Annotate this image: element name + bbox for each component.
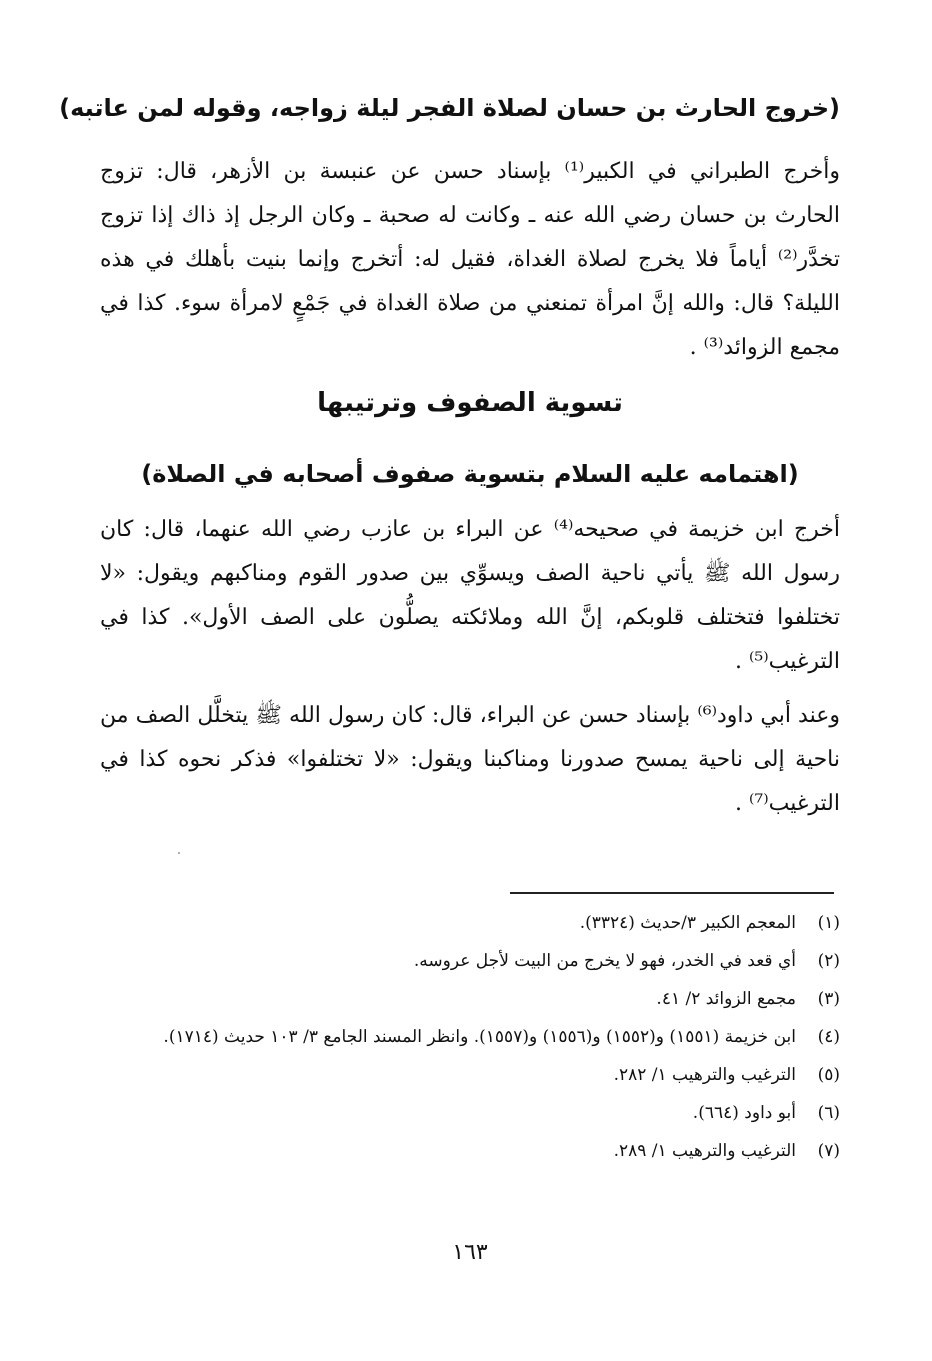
paragraph-abu-dawud: وعند أبي داود⁽⁶⁾ بإسناد حسن عن البراء، قال: كان رسول الله ﷺ يتخلَّل الصف من ناحية إلى ناحية يمسح صدورنا ومناكبنا ويقول: «لا تختلفوا» فذكر نحوه كذا في الترغيب⁽⁷⁾ . xyxy=(100,703,840,816)
footnote-number: (٢) xyxy=(817,951,840,971)
footnote-separator xyxy=(510,892,834,894)
page-number: ١٦٣ xyxy=(452,1240,488,1265)
footnote-number: (٦) xyxy=(817,1103,840,1123)
footnote-number: (٥) xyxy=(817,1065,840,1085)
footnote-item xyxy=(100,1136,840,1166)
section-heading-rows: (اهتمامه عليه السلام بتسوية صفوف أصحابه في الصلاة) xyxy=(141,460,799,488)
footnote-text: ابن خزيمة (١٥٥١) و(١٥٥٢) و(١٥٥٦) و(١٥٥٧). وانظر المسند الجامع ٣/ ١٠٣ حديث (١٧١٤). xyxy=(163,1027,796,1047)
footnote-item xyxy=(100,946,840,976)
footnote-text: المعجم الكبير ٣/حديث (٣٣٢٤). xyxy=(579,913,796,933)
footnote-number: (١) xyxy=(817,913,840,933)
footnote-number: (٤) xyxy=(817,1027,840,1047)
footnote-text: مجمع الزوائد ٢/ ٤١. xyxy=(656,989,796,1009)
footnote-text: الترغيب والترهيب ١/ ٢٨٩. xyxy=(613,1141,796,1161)
footnote-item xyxy=(100,984,840,1014)
footnote-text: أي قعد في الخدر، فهو لا يخرج من البيت لأجل عروسه. xyxy=(413,951,796,971)
footnote-item xyxy=(100,908,840,938)
footnote-item xyxy=(100,1098,840,1128)
footnote-number: (٣) xyxy=(817,989,840,1009)
scan-speck xyxy=(178,852,180,854)
footnote-item xyxy=(100,1060,840,1090)
section-heading-al-harith: (خروج الحارث بن حسان لصلاة الفجر ليلة زواجه، وقوله لمن عاتبه) xyxy=(59,94,840,122)
paragraph-ibn-khuzaymah: أخرج ابن خزيمة في صحيحه⁽⁴⁾ عن البراء بن عازب رضي الله عنهما، قال: كان رسول الله ﷺ يأتي ناحية الصف ويسوِّي بين صدور القوم ومناكبهم ويقول: «لا تختلفوا فتختلف قلوبكم، إنَّ الله وملائكته يصلُّون على الصف الأول». كذا في الترغيب⁽⁵⁾ . xyxy=(100,517,841,674)
footnote-number: (٧) xyxy=(817,1141,840,1161)
paragraph-al-harith: وأخرج الطبراني في الكبير⁽¹⁾ بإسناد حسن عن عنبسة بن الأزهر، قال: تزوج الحارث بن حسان رضي الله عنه ـ وكانت له صحبة ـ وكان الرجل إذ ذاك إذا تزوج تخدَّر⁽²⁾ أياماً فلا يخرج لصلاة الغداة، فقيل له: أتخرج وإنما بنيت بأهلك في هذه الليلة؟ قال: والله إنَّ امرأة تمنعني من صلاة الغداة في جَمْعٍ لامرأة سوء. كذا في مجمع الزوائد⁽³⁾ . xyxy=(100,159,840,360)
footnote-text: أبو داود (٦٦٤). xyxy=(692,1103,796,1123)
chapter-title: تسوية الصفوف وترتيبها xyxy=(317,388,623,418)
footnotes-list xyxy=(100,908,840,1174)
footnote-text: الترغيب والترهيب ١/ ٢٨٢. xyxy=(613,1065,796,1085)
footnote-item xyxy=(100,1022,840,1052)
